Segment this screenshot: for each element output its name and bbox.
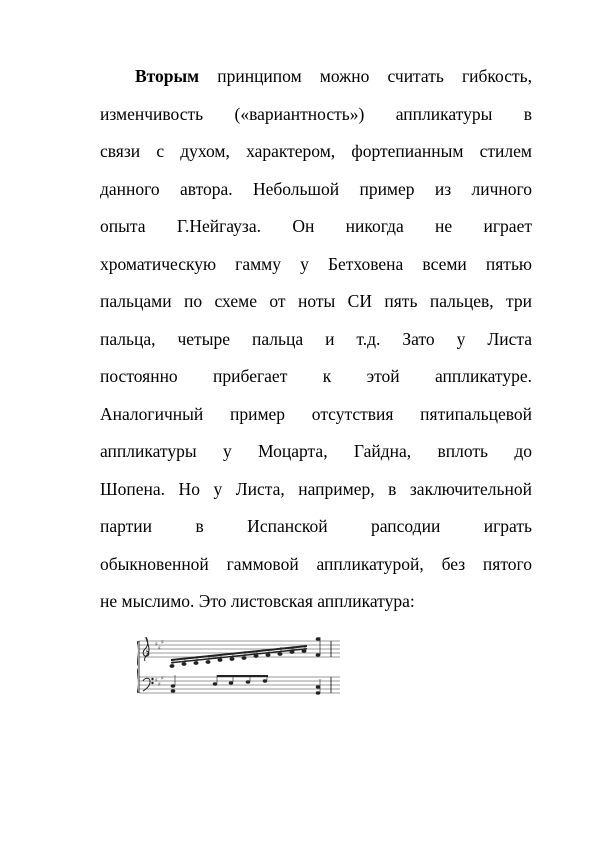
paragraph-line-13: партии в Испанской рапсодии играть [100,516,532,536]
paragraph-line-12: Шопена. Но у Листа, например, в заключительной [100,478,532,499]
brace-icon [137,641,138,693]
treble-scale-run [170,645,307,667]
paragraph-line-3: связи с духом, характером, фортепианным стилем [100,141,532,161]
svg-text:♯: ♯ [158,681,161,688]
paragraph-line-5: опыта Г.Нейгауза. Он никогда не играет [100,216,532,236]
paragraph-line-10: Аналогичный пример отсутствия пятипальцевой [100,403,532,424]
svg-text:♯: ♯ [161,675,164,682]
paragraph-line-9: постоянно прибегает к этой аппликатуре. [100,366,532,386]
paragraph-line-8: пальца, четыре пальца и т.д. Зато у Листа [100,328,532,349]
svg-text:♯: ♯ [155,641,158,648]
lead-word: Вторым [135,66,200,86]
paragraph-line-15: не мыслимо. Это листовская аппликатура: [100,591,415,611]
bass-staff [139,677,340,693]
paragraph-line-6: хроматическую гамму у Бетховена всеми пятью [100,253,532,274]
treble-final-chord [316,637,331,657]
paragraph-line-2: изменчивость («вариантность») аппликатуры в [100,103,532,124]
paragraph-line-4: данного автора. Небольшой пример из личного [100,178,532,199]
svg-text:♯: ♯ [161,639,164,646]
svg-text:♯: ♯ [155,677,158,684]
music-score-excerpt [137,637,342,703]
body-paragraph [100,58,532,621]
paragraph-line-11: аппликатуры у Моцарта, Гайдна, вплоть до [100,441,532,461]
paragraph-line-14: обыкновенной гаммовой аппликатурой, без пятого [100,553,532,574]
paragraph-line-1 [100,58,532,96]
svg-text:♯: ♯ [158,645,161,652]
line-1-text: принципом можно считать гибкость, [199,66,532,86]
paragraph-line-7: пальцами по схеме от ноты СИ пять пальцев, три [100,291,532,311]
key-signature-icon [155,639,164,688]
treble-staff [139,641,340,657]
